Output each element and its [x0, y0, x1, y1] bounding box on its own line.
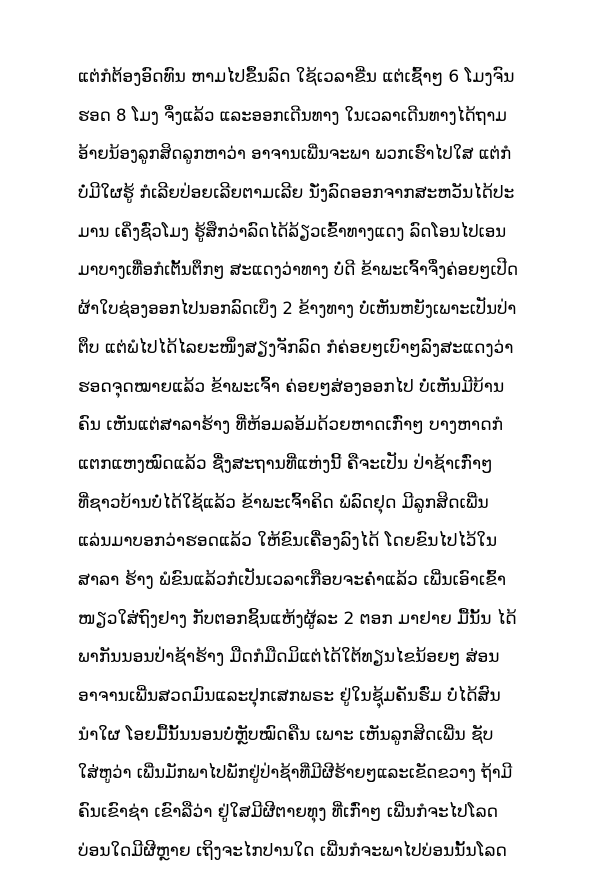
- text-line-12: ທີ່ຊາວບ້ານບໍ່ໄດ້ໃຊ້ແລ້ວ ຂ້າພະເຈົ້າຄິດ ພໍລົດຢຸດ ມີລູກສິດເພີ່ນ: [78, 492, 489, 513]
- text-line-8: ຕຶບ ແຕ່ພໍໄປໄດ້ໄລຍະໜຶ່ງສຽງຈັກລົດ ກໍຄ່ອຍໆເບົາໆລົງສະແດງວ່າ: [78, 337, 514, 358]
- text-line-13: ແລ່ນມາບອກວ່າຮອດແລ້ວ ໃຫ້ຂົນເຄື່ອງລົງໄດ້ ໂດຍຂົນໄປໄວ້ໃນ: [78, 531, 498, 552]
- text-line-7: ຜ້າໃບຊ່ອງອອກໄປນອກລົດເບິ່ງ 2 ຂ້າງທາງ ບໍ່ເຫັນຫຍັງເພາະເປັນປ່າ: [78, 299, 517, 319]
- text-line-20: ຄົນເຂົາຊ່າ ເຂົາລືວ່າ ຢູ່ໃສມີຜີຕາຍທຸງ ທີ່ເກົ່າໆ ເພີ່ນກໍຈະໄປໂລດ: [78, 802, 499, 823]
- text-line-3: ອ້າຍນ້ອງລູກສິດລູກຫາວ່າ ອາຈານເພີ່ນຈະພາ ພວກເຮົາໄປໃສ ແຕ່ກໍ: [78, 144, 512, 164]
- body-text: [78, 58, 518, 870]
- text-line-19: ໃສ່ຫູວ່າ ເພີ່ນມັກພາໄປພັກຢູ່ປ່າຊ້າທີ່ມີຜີຮ້າຍໆແລະເຂັດຂວາງ ຖ້າມີ: [78, 763, 513, 783]
- text-line-2: ຮອດ 8 ໂມງ ຈຶ່ງແລ້ວ ແລະອອກເດີນທາງ ໃນເວລາເດີນທາງໄດ້ຖາມ: [78, 105, 507, 125]
- text-line-4: ບໍ່ມີໃຜຮູ້ ກໍເລີຍປ່ອຍເລີຍຕາມເລີຍ ນັ່ງລົດອອກຈາກສະຫວັນໄດ້ປະ: [78, 183, 515, 204]
- text-line-14: ສາລາ ຮ້າງ ພໍຂົນແລ້ວກໍເປັນເວລາເກືອບຈະຄໍ່າແລ້ວ ເພີ່ນເອົາເຂົ້າ: [78, 569, 506, 590]
- text-line-17: ອາຈານເພີ່ນສວດມົນແລະປຸກເສກພຣະ ຢູ່ໃນຊຸ້ມຄັນຮົ່ມ ບໍ່ໄດ້ສົນ: [78, 686, 501, 706]
- text-line-5: ມານ ເຄິ່ງຊົ່ວໂມງ ຮູ້ສຶກວ່າລົດໄດ້ລ້ຽວເຂົ້າທາງແດງ ລົດໂອນໄປເອນ: [78, 221, 507, 241]
- text-line-9: ຮອດຈຸດໝາຍແລ້ວ ຂ້າພະເຈົ້າ ຄ່ອຍໆສ່ອງອອກໄປ ບໍ່ເຫັນມີບ້ານ: [78, 376, 505, 397]
- text-line-6: ມາບາງເທື່ອກໍເຕັ້ນຕຶກໆ ສະແດງວ່າທາງ ບໍ່ດີ ຂ້າພະເຈົ້າຈຶ່ງຄ່ອຍໆເປີດ: [78, 260, 518, 280]
- text-line-15: ໜຽວໃສ່ຖົງຢາງ ກັບຕອກຊິ້ນແຫ້ງຜູ້ລະ 2 ຕອກ ມາຢາຍ ມື້ນັ້ນ ໄດ້: [78, 608, 517, 629]
- text-line-10: ຄົນ ເຫັນແຕ່ສາລາຮ້າງ ທີ່ຫ້ອມລອ້ມດ້ວຍຫາດເກົ່າໆ ບາງຫາດກໍ: [78, 415, 503, 436]
- text-line-21: ບ່ອນໃດມີຜີຫຼາຍ ເຖິງຈະໄກປານໃດ ເພີ່ນກໍຈະພາໄປບ່ອນນັ້ນໂລດ: [78, 840, 507, 861]
- text-line-18: ນໍາໃຜ ໂອຍມື້ນັ້ນນອນບໍ່ຫຼັບໝົດຄືນ ເພາະ ເຫັນລູກສິດເພີ່ນ ຊັບ: [78, 724, 494, 745]
- text-line-1: ແຕ່ກໍຕ້ອງອົດທົນ ຫາມໄປຂຶ້ນລົດ ໃຊ້ເວລາຂີ່ນ ແຕ່ເຊົ້າໆ 6 ໂມງຈົນ: [78, 67, 515, 87]
- text-line-11: ແຕກແຫງໝົດແລ້ວ ຊື່ງສະຖານທີ່ແຫ່ງນີ້ ຄືຈະເປັນ ປ່າຊ້າເກົ່າໆ: [78, 453, 493, 474]
- text-line-16: ພາກັນນອນປ່າຊ້າຮ້າງ ມືດກໍມືດມິແຕ່ໄດ້ໃຕ້ທຽນໄຂນ້ອຍໆ ສ່ອນ: [78, 647, 500, 668]
